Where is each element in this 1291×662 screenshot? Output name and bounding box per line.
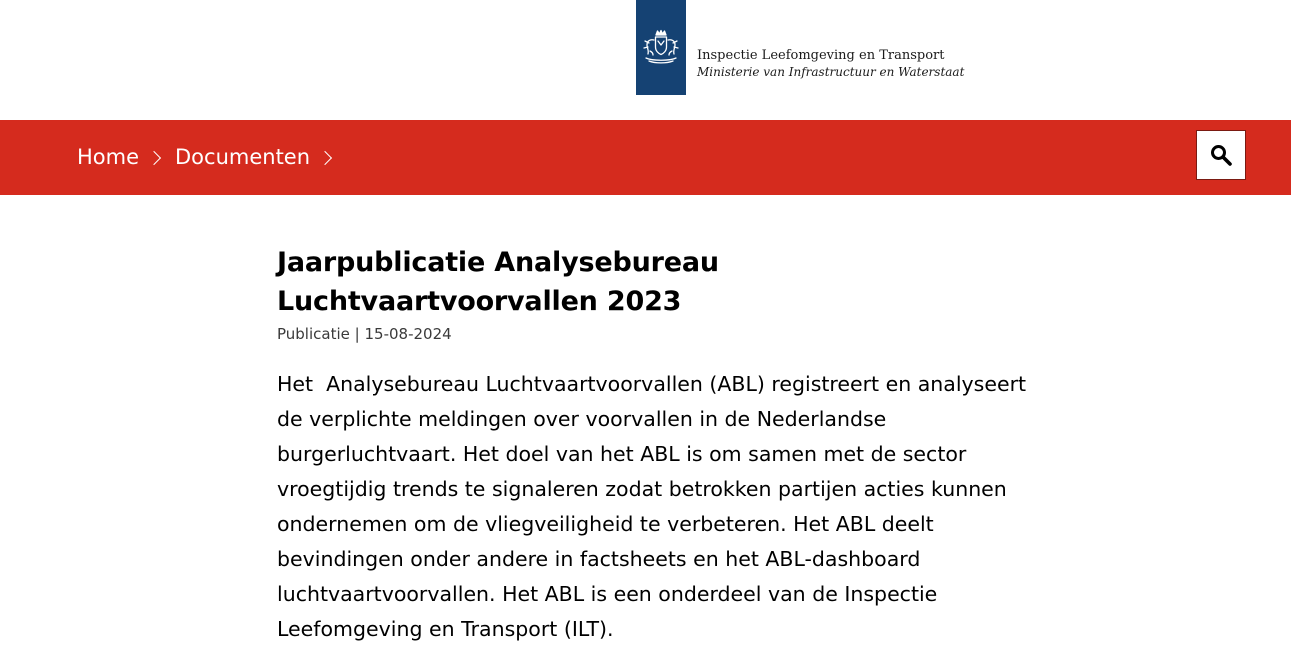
- breadcrumb-documenten-link[interactable]: Documenten: [175, 145, 311, 169]
- page-title: Jaarpublicatie Analysebureau Luchtvaartvoorvallen 2023: [277, 247, 719, 317]
- publication-type: Publicatie: [277, 325, 350, 343]
- main-navigation-bar: [0, 120, 1291, 195]
- site-header: [0, 0, 1291, 120]
- logo-text: [697, 47, 964, 80]
- site-logo-link[interactable]: [636, 0, 964, 95]
- chevron-right-icon: [318, 150, 332, 164]
- intro-paragraph: Het Analysebureau Luchtvaartvoorvallen (ABL) registreert en analyseert de verplichte meldingen over voorvallen in de Nederlandse burgerluchtvaart. Het doel van het ABL is om samen met de sector vroegtijdig trends te signaleren zodat betrokken partijen acties kunnen ondernemen om de vliegveiligheid te verbeteren. Het ABL deelt bevindingen onder andere in factsheets en het ABL-dashboard luchtvaartvoorvallen. Het ABL is een onderdeel van de Inspectie Leefomgeving en Transport (ILT).: [277, 372, 1033, 641]
- main-content: [277, 243, 1037, 647]
- rijksoverheid-coat-of-arms-icon: [640, 28, 682, 68]
- breadcrumb-home-link[interactable]: Home: [77, 145, 140, 169]
- breadcrumb: [77, 120, 346, 195]
- chevron-right-icon: [147, 150, 161, 164]
- meta-separator: |: [354, 325, 360, 343]
- organisation-name: Inspectie Leefomgeving en Transport: [697, 48, 945, 63]
- search-button[interactable]: [1196, 130, 1246, 180]
- magnifier-icon: [1210, 144, 1232, 166]
- logo-ribbon: [636, 0, 686, 95]
- ministry-name: Ministerie van Infrastructuur en Waterstaat: [697, 65, 965, 79]
- publication-meta: [277, 324, 1037, 344]
- publication-date: 15-08-2024: [364, 325, 452, 343]
